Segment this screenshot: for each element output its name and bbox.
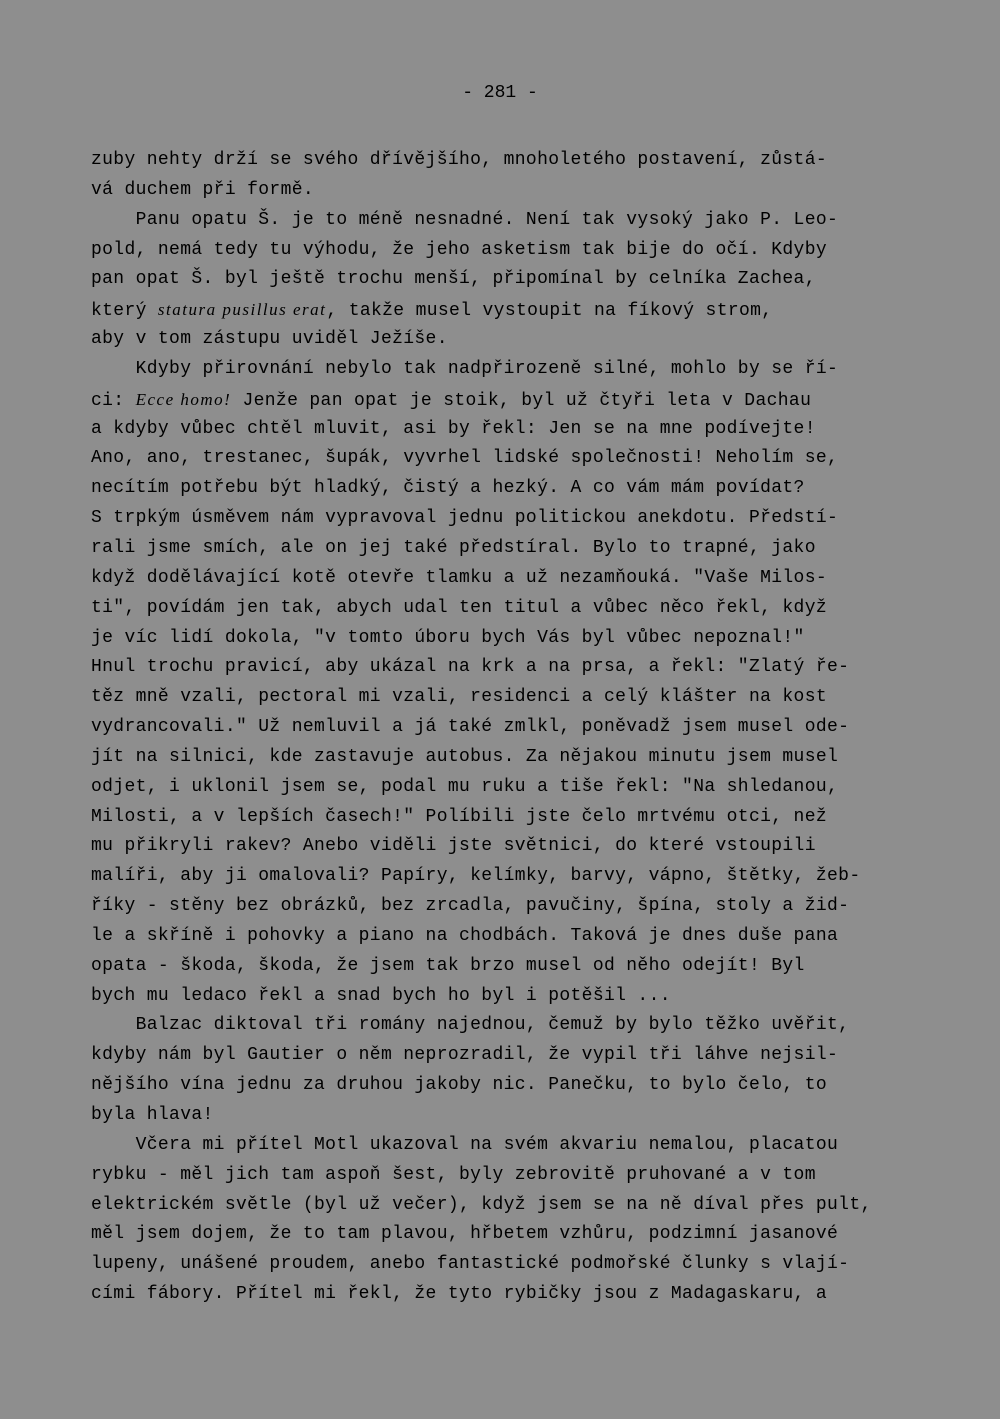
text-line [91, 773, 951, 803]
text-line [91, 1161, 951, 1191]
text-line [91, 1220, 951, 1250]
text-line [91, 325, 951, 355]
text-segment: zuby nehty drží se svého dřívějšího, mnoholetého postavení, zůstá- [91, 150, 828, 170]
italic-phrase: statura pusillus erat [157, 300, 327, 320]
text-line [91, 624, 951, 654]
text-segment: opata - škoda, škoda, že jsem tak brzo musel od něho odejít! Byl [91, 955, 805, 976]
text-line [91, 982, 951, 1012]
text-line [91, 594, 951, 624]
text-segment: měl jsem dojem, že to tam plavou, hřbetem vzhůru, podzimní jasanové [91, 1224, 839, 1245]
text-line [91, 713, 951, 743]
text-segment: a kdyby vůbec chtěl mluvit, asi by řekl: Jen se na mne podívejte! [91, 418, 816, 439]
text-segment: Panu opatu Š. je to méně nesnadné. Není tak vysoký jako P. Leo- [91, 209, 839, 230]
text-line [91, 355, 951, 385]
text-segment: Balzac diktoval tři romány najednou, čemuž by bylo těžko uvěřit, [91, 1015, 850, 1036]
text-segment: je víc lidí dokola, "v tomto úboru bych Vás byl vůbec nepoznal!" [91, 627, 805, 648]
text-line [91, 1131, 951, 1161]
text-segment: Jenže pan opat je stoik, byl už čtyři leta v Dachau [231, 390, 812, 411]
text-segment: kdyby nám byl Gautier o něm neprozradil, že vypil tři láhve nejsil- [91, 1045, 839, 1066]
text-segment: rybku - měl jich tam aspoň šest, byly zebrovitě pruhované a v tom [91, 1164, 816, 1185]
text-line [91, 1280, 951, 1310]
text-segment: byla hlava! [91, 1105, 214, 1125]
text-line [91, 1101, 951, 1131]
text-line [91, 265, 951, 295]
text-segment: cími fábory. Přítel mi řekl, že tyto rybičky jsou z Madagaskaru, a [91, 1284, 828, 1305]
text-segment: bych mu ledaco řekl a snad bych ho byl i potěšil ... [91, 985, 671, 1006]
text-line [91, 1250, 951, 1280]
text-line [91, 564, 951, 594]
text-segment: rali jsme smích, ale on jej také předstíral. Bylo to trapné, jako [91, 537, 816, 558]
text-segment: pold, nemá tedy tu výhodu, že jeho asketism tak bije do očí. Kdyby [91, 239, 828, 260]
text-line [91, 683, 951, 713]
text-line [91, 415, 951, 445]
text-line [91, 385, 951, 415]
text-line [91, 146, 951, 176]
text-segment: těz mně vzali, pectoral mi vzali, residenci a celý klášter na kost [91, 687, 828, 708]
text-line [91, 504, 951, 534]
text-segment: vá duchem při formě. [91, 179, 315, 200]
text-line [91, 1071, 951, 1101]
text-segment: malíři, aby ji omalovali? Papíry, kelímky, barvy, vápno, štětky, žeb- [91, 866, 861, 887]
text-line [91, 474, 951, 504]
text-line [91, 862, 951, 892]
text-line [91, 653, 951, 683]
text-segment: jít na silnici, kde zastavuje autobus. Za nějakou minutu jsem musel [91, 746, 839, 767]
text-segment: mu přikryli rakev? Anebo viděli jste světnici, do které vstoupili [91, 836, 816, 857]
text-segment: Kdyby přirovnání nebylo tak nadpřirozeně silné, mohlo by se ří- [91, 358, 839, 379]
text-line [91, 206, 951, 236]
text-line [91, 1041, 951, 1071]
text-segment: ti", povídám jen tak, abych udal ten titul a vůbec něco řekl, když [91, 597, 828, 618]
text-segment: ci: [91, 390, 136, 411]
text-segment: Včera mi přítel Motl ukazoval na svém akvariu nemalou, placatou [91, 1134, 839, 1155]
text-line [91, 743, 951, 773]
text-line [91, 1011, 951, 1041]
text-segment: S trpkým úsměvem nám vypravoval jednu politickou anekdotu. Předstí- [91, 508, 839, 529]
text-segment: aby v tom zástupu uviděl Ježíše. [91, 329, 448, 350]
text-line [91, 922, 951, 952]
text-segment: , takže musel vystoupit na fíkový strom, [326, 301, 773, 322]
text-line [91, 832, 951, 862]
text-segment: říky - stěny bez obrázků, bez zrcadla, pavučiny, špína, stoly a žid- [91, 896, 850, 917]
page-number: - 281 - [462, 83, 538, 103]
text-segment: Hnul trochu pravicí, aby ukázal na krk a na prsa, a řekl: "Zlatý ře- [91, 657, 850, 678]
text-line [91, 952, 951, 982]
text-line [91, 534, 951, 564]
text-line [91, 444, 951, 474]
text-segment: nějšího vína jednu za druhou jakoby nic. Panečku, to bylo čelo, to [91, 1075, 828, 1096]
text-segment: Milosti, a v lepších časech!" Políbili jste čelo mrtvému otci, než [91, 806, 828, 827]
text-segment: pan opat Š. byl ještě trochu menší, připomínal by celníka Zachea, [91, 269, 816, 290]
text-segment: když dodělávající kotě otevře tlamku a už nezamňouká. "Vaše Milos- [91, 567, 828, 588]
text-segment: necítím potřebu být hladký, čistý a hezký. A co vám mám povídat? [91, 478, 805, 499]
text-line [91, 1191, 951, 1221]
text-segment: elektrickém světle (byl už večer), když jsem se na ně díval přes pult, [91, 1194, 872, 1215]
text-segment: lupeny, unášené proudem, anebo fantastické podmořské člunky s vlají- [91, 1254, 850, 1275]
italic-phrase: Ecce homo! [135, 389, 232, 409]
text-segment: le a skříně i pohovky a piano na chodbách. Taková je dnes duše pana [91, 925, 839, 946]
text-segment: který [91, 301, 158, 322]
text-line [91, 295, 951, 325]
text-segment: odjet, i uklonil jsem se, podal mu ruku a tiše řekl: "Na shledanou, [91, 776, 839, 797]
text-line [91, 803, 951, 833]
text-line [91, 892, 951, 922]
text-line [91, 236, 951, 266]
body-text [91, 146, 951, 1310]
text-line [91, 176, 951, 206]
text-segment: Ano, ano, trestanec, šupák, vyvrhel lidské společnosti! Neholím se, [91, 448, 839, 469]
text-segment: vydrancovali." Už nemluvil a já také zmlkl, poněvadž jsem musel ode- [91, 717, 850, 738]
